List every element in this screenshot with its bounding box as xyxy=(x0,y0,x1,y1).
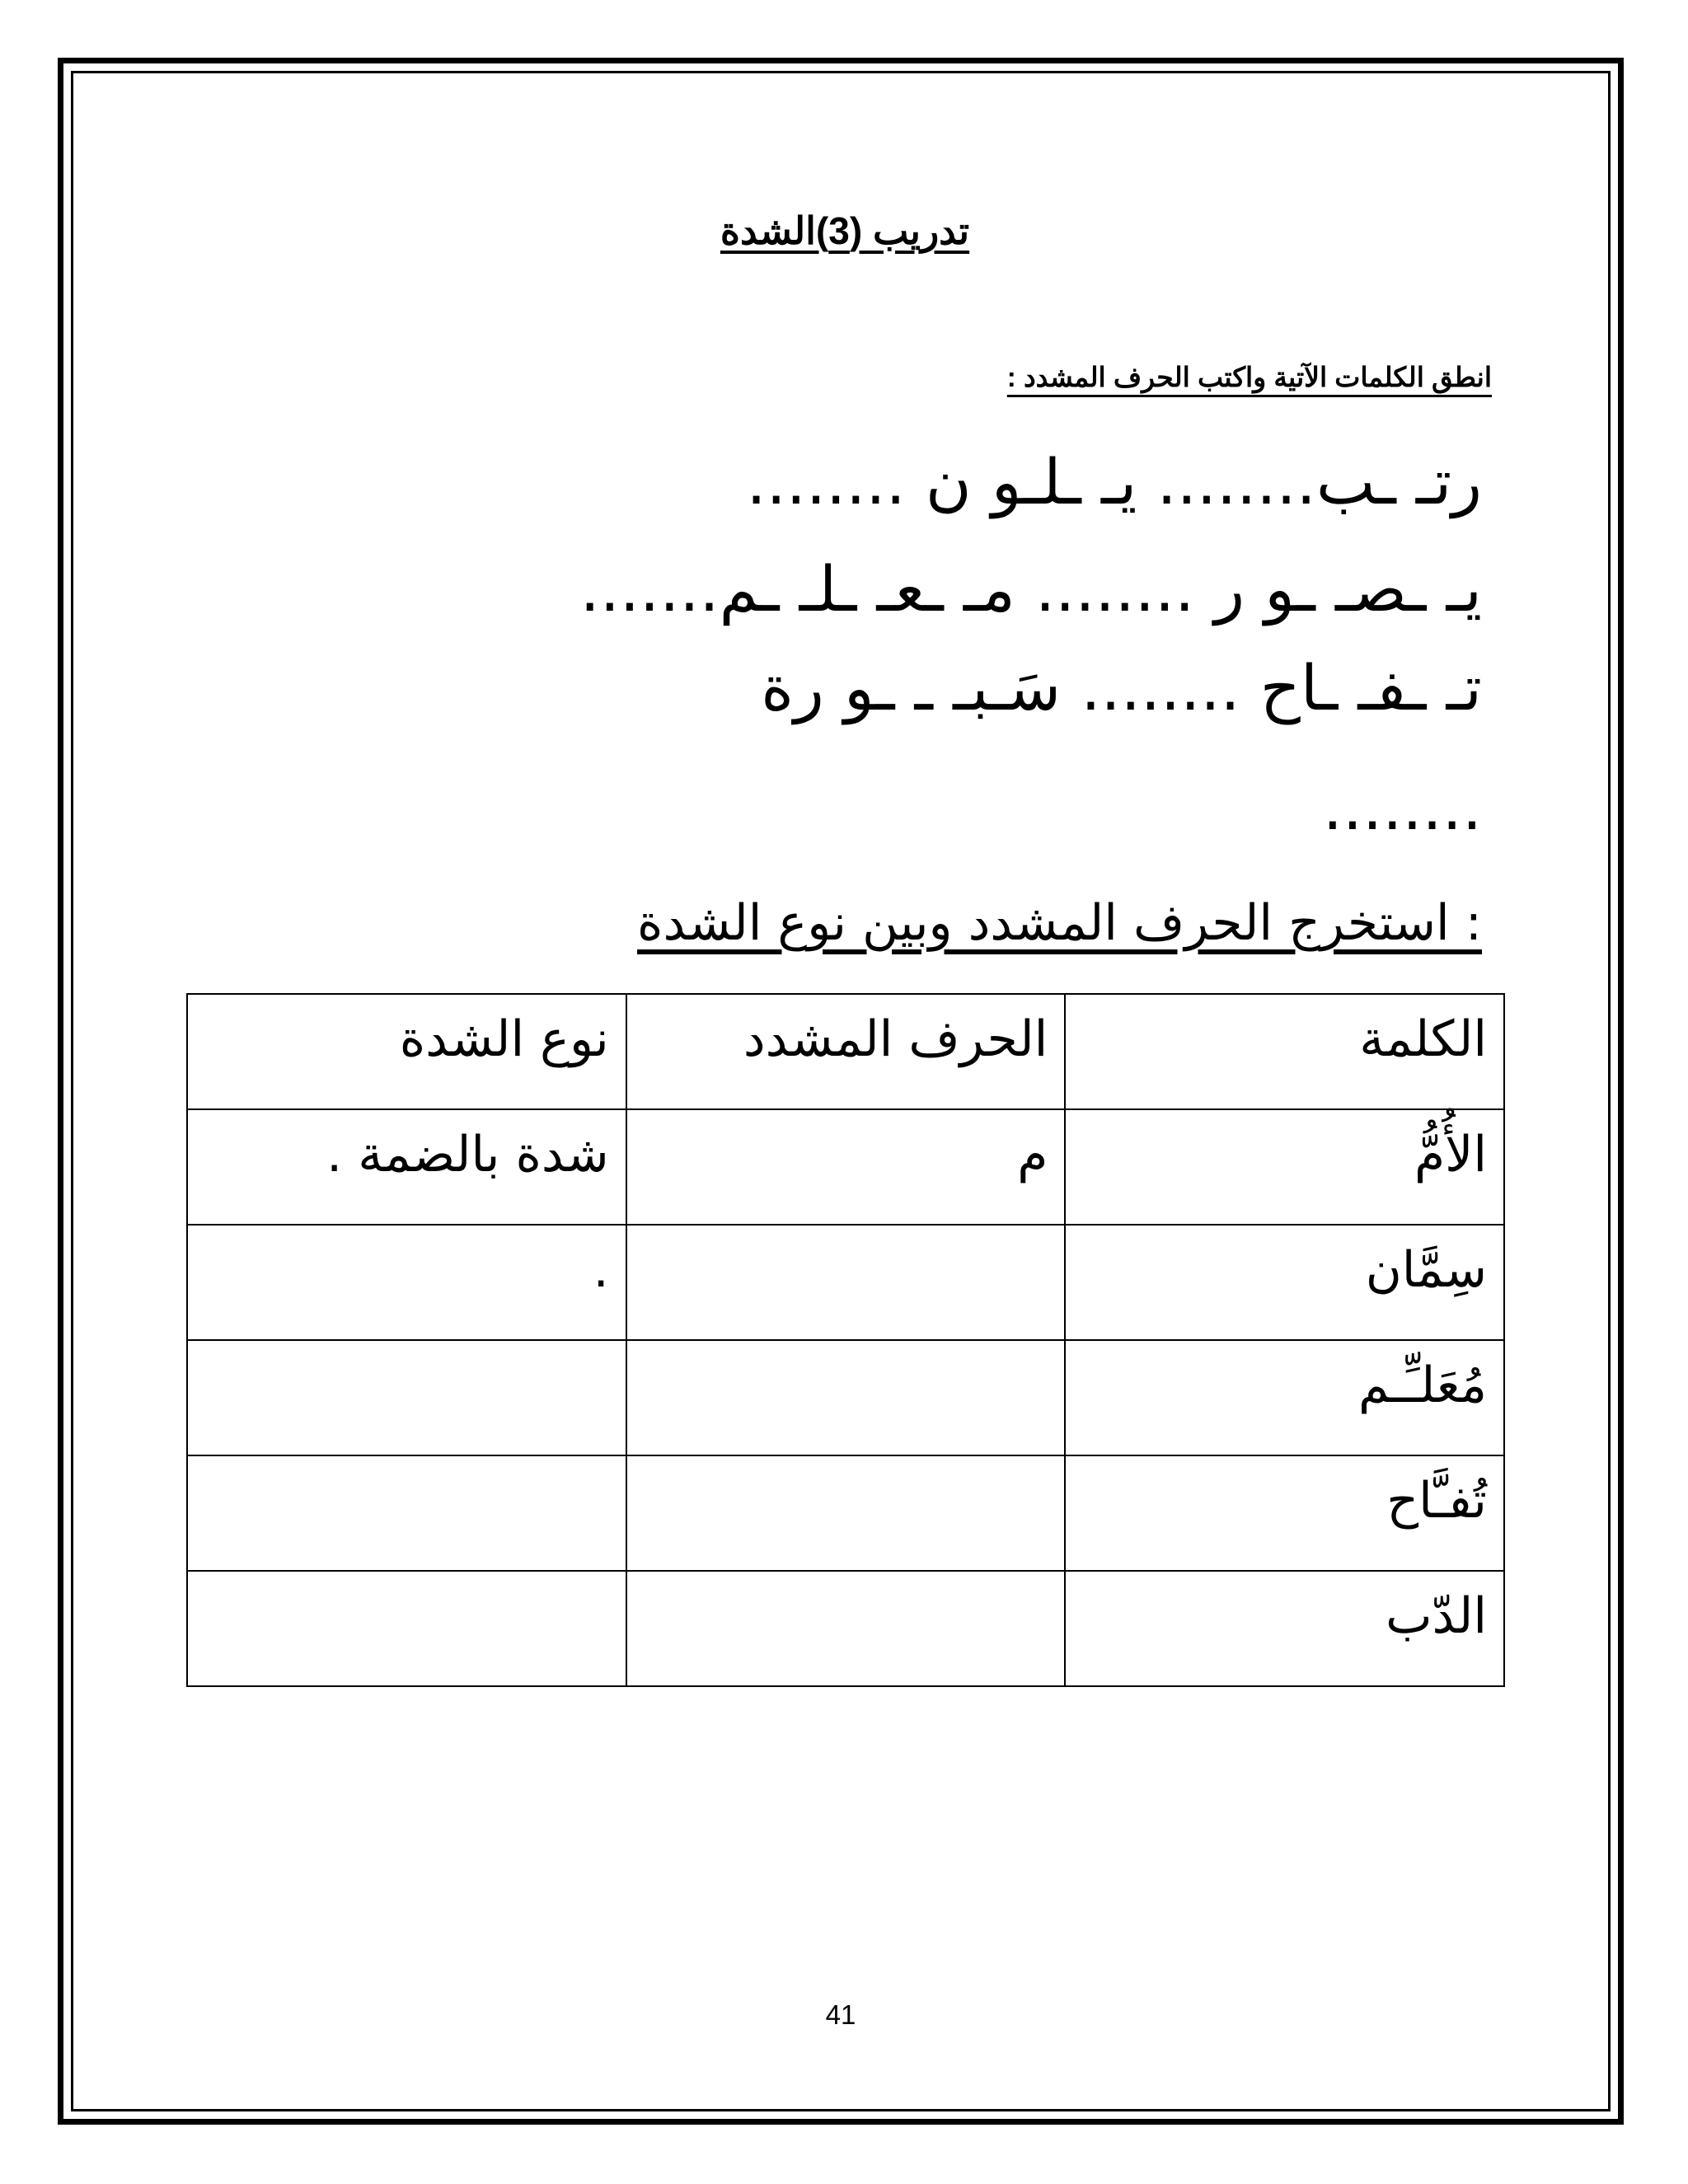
cell-letter: م xyxy=(626,1109,1066,1225)
exercise-line-4: ........ xyxy=(1322,771,1482,844)
instruction-pronounce: انطق الكلمات الآتية واكتب الحرف المشدد : xyxy=(1006,362,1492,392)
cell-type: شدة بالضمة . xyxy=(187,1109,626,1225)
table-row xyxy=(187,1571,1504,1686)
cell-word: الدّب xyxy=(1065,1571,1504,1686)
instruction-extract: : استخرج الحرف المشدد وبين نوع الشدة xyxy=(637,894,1482,952)
table-row xyxy=(187,1225,1504,1340)
shadda-table xyxy=(186,993,1505,1687)
table-row xyxy=(187,1340,1504,1455)
cell-word: مُعَلـِّـم xyxy=(1065,1340,1504,1455)
table-header-row xyxy=(187,994,1504,1109)
cell-word: تُفـَّاح xyxy=(1065,1455,1504,1571)
cell-letter xyxy=(626,1340,1066,1455)
exercise-line-3: تـ ـفـ ـاح ........ سَـبـ ـ ـو رة xyxy=(761,651,1482,724)
cell-word: الأُمُّ xyxy=(1065,1109,1504,1225)
cell-letter xyxy=(626,1455,1066,1571)
header-type: نوع الشدة xyxy=(187,994,626,1109)
table-row xyxy=(187,1455,1504,1571)
cell-type: . xyxy=(187,1225,626,1340)
page-number: 41 xyxy=(825,1999,856,2030)
cell-type xyxy=(187,1571,626,1686)
cell-word: سِمَّان xyxy=(1065,1225,1504,1340)
page-title: تدريب (3)الشدة xyxy=(720,209,970,252)
cell-letter xyxy=(626,1225,1066,1340)
exercise-line-1: رتـ ـب........ يـ ـلـو ن ........ xyxy=(746,445,1482,518)
exercise-line-2: يـ ـصـ ـو ر ........ مـ ـعـ ـلـ ـم....... xyxy=(579,552,1482,626)
table-row xyxy=(187,1109,1504,1225)
cell-letter xyxy=(626,1571,1066,1686)
header-word: الكلمة xyxy=(1065,994,1504,1109)
cell-type xyxy=(187,1455,626,1571)
header-letter: الحرف المشدد xyxy=(626,994,1066,1109)
cell-type xyxy=(187,1340,626,1455)
